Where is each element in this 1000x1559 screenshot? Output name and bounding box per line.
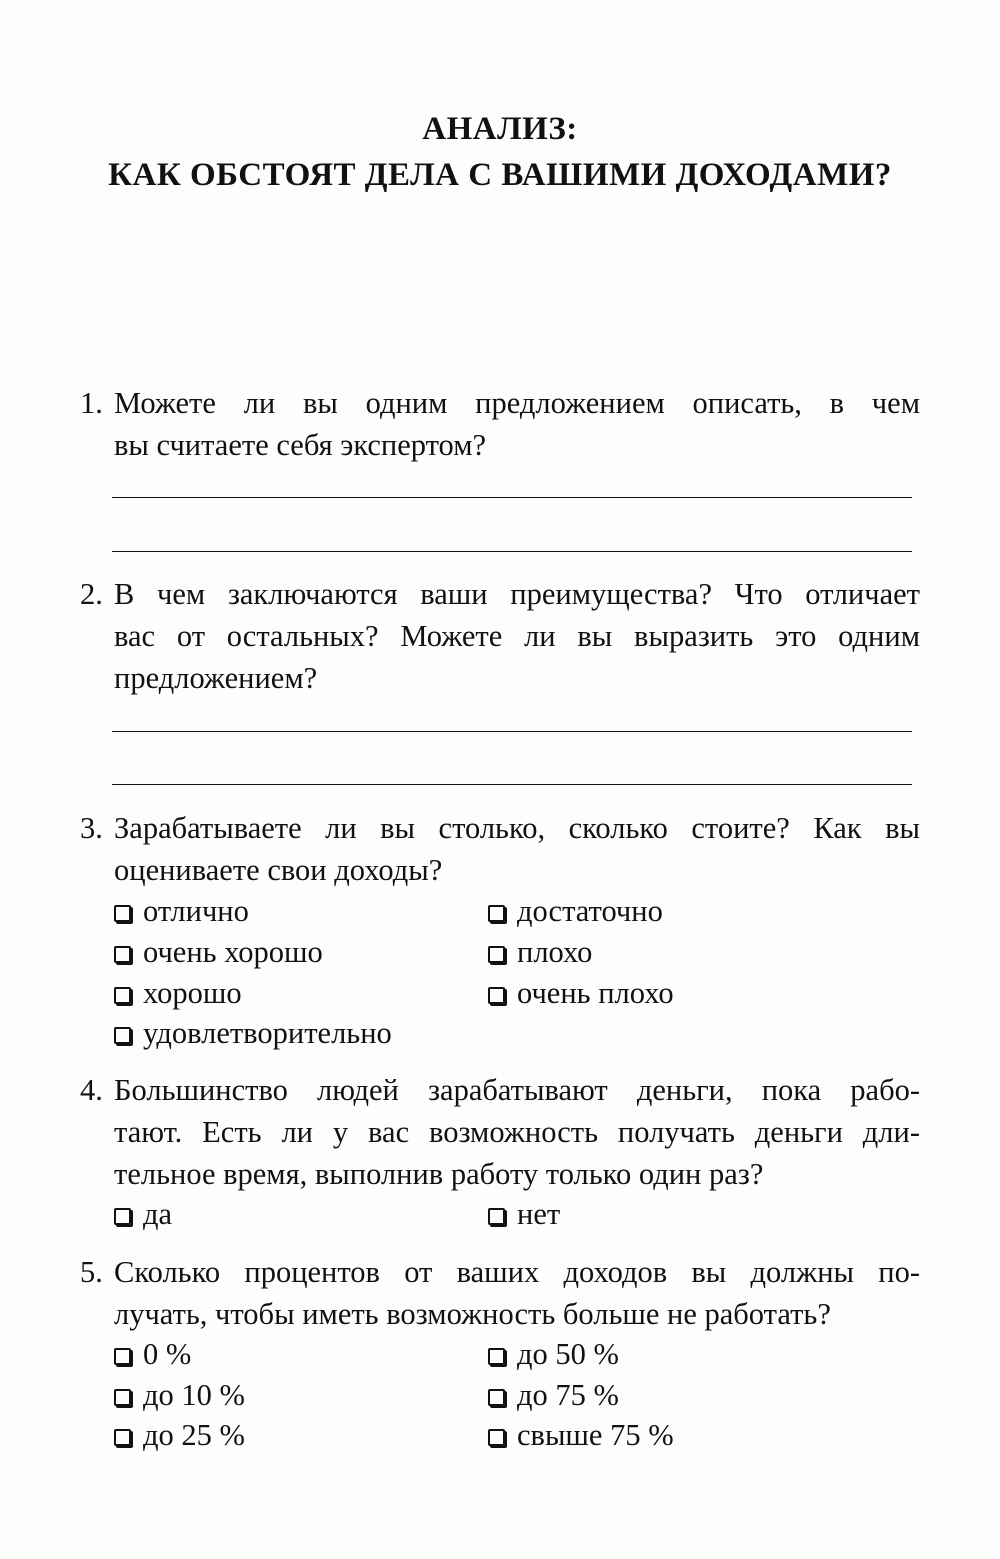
question-number: 3. (80, 811, 103, 845)
question-line: лучать, чтобы иметь возможность больше не работать? (114, 1297, 831, 1331)
option-label: очень хорошо (143, 935, 323, 969)
option-no[interactable] (488, 1194, 560, 1235)
checkbox-icon[interactable] (114, 946, 131, 963)
checkbox-icon[interactable] (114, 1389, 131, 1406)
option-label: свыше 75 % (517, 1418, 674, 1452)
checkbox-icon[interactable] (114, 987, 131, 1004)
title-line-2: КАК ОБСТОЯТ ДЕЛА С ВАШИМИ ДОХОДАМИ? (108, 157, 892, 193)
answer-line[interactable] (112, 551, 912, 552)
option-label: нет (517, 1197, 561, 1231)
option-over-75-percent[interactable] (488, 1415, 674, 1456)
option-yes[interactable] (114, 1194, 172, 1235)
title-line-1: АНАЛИЗ: (422, 111, 578, 147)
question-number: 1. (80, 386, 103, 420)
option-very-bad[interactable] (488, 973, 674, 1014)
question-line: Зарабатываете ли вы столько, сколько стоите? Как вы (114, 811, 920, 845)
answer-line[interactable] (112, 497, 912, 498)
question-line: тают. Есть ли у вас возможность получать деньги дли- (114, 1115, 920, 1149)
option-satisfactory[interactable] (114, 1013, 392, 1054)
question-text (114, 573, 920, 699)
option-label: до 10 % (143, 1378, 245, 1412)
option-up-to-10-percent[interactable] (114, 1375, 245, 1416)
question-number: 4. (80, 1073, 103, 1107)
option-very-good[interactable] (114, 932, 323, 973)
question-line: тельное время, выполнив работу только один раз? (114, 1157, 764, 1191)
checkbox-icon[interactable] (114, 1429, 131, 1446)
checkbox-icon[interactable] (488, 1208, 505, 1225)
question-4 (80, 1069, 920, 1195)
checkbox-icon[interactable] (488, 987, 505, 1004)
option-label: очень плохо (517, 976, 674, 1010)
question-text (114, 382, 920, 466)
checkbox-icon[interactable] (488, 1389, 505, 1406)
question-line: В чем заключаются ваши преимущества? Что отличает (114, 577, 920, 611)
option-good[interactable] (114, 973, 242, 1014)
question-number: 5. (80, 1255, 103, 1289)
question-line: вы считаете себя экспертом? (114, 428, 487, 462)
option-label: хорошо (143, 976, 242, 1010)
checkbox-icon[interactable] (488, 1429, 505, 1446)
question-line: Большинство людей зарабатывают деньги, пока рабо- (114, 1073, 920, 1107)
question-1 (80, 382, 920, 466)
option-label: да (143, 1197, 173, 1231)
checkbox-icon[interactable] (114, 1208, 131, 1225)
question-line: предложением? (114, 661, 318, 695)
option-label: удовлетворительно (143, 1016, 392, 1050)
option-label: до 75 % (517, 1378, 619, 1412)
question-line: оцениваете свои доходы? (114, 853, 443, 887)
answer-line[interactable] (112, 784, 912, 785)
question-5 (80, 1251, 920, 1335)
question-line: Можете ли вы одним предложением описать, в чем (114, 386, 920, 420)
question-text (114, 1069, 920, 1195)
checkbox-icon[interactable] (114, 1348, 131, 1365)
option-up-to-75-percent[interactable] (488, 1375, 619, 1416)
option-label: отлично (143, 894, 249, 928)
option-up-to-50-percent[interactable] (488, 1334, 619, 1375)
question-number: 2. (80, 577, 103, 611)
checkbox-icon[interactable] (488, 1348, 505, 1365)
question-line: Сколько процентов от ваших доходов вы должны по- (114, 1255, 920, 1289)
question-line: вас от остальных? Можете ли вы выразить это одним (114, 619, 920, 653)
option-up-to-25-percent[interactable] (114, 1415, 245, 1456)
question-3 (80, 807, 920, 891)
answer-line[interactable] (112, 731, 912, 732)
option-label: достаточно (517, 894, 663, 928)
option-bad[interactable] (488, 932, 592, 973)
option-label: плохо (517, 935, 593, 969)
option-excellent[interactable] (114, 891, 249, 932)
option-0-percent[interactable] (114, 1334, 191, 1375)
question-text (114, 1251, 920, 1335)
checkbox-icon[interactable] (488, 905, 505, 922)
option-label: 0 % (143, 1337, 192, 1371)
option-label: до 50 % (517, 1337, 619, 1371)
question-2 (80, 573, 920, 699)
option-label: до 25 % (143, 1418, 245, 1452)
checkbox-icon[interactable] (488, 946, 505, 963)
question-text (114, 807, 920, 891)
checkbox-icon[interactable] (114, 905, 131, 922)
checkbox-icon[interactable] (114, 1027, 131, 1044)
option-sufficient[interactable] (488, 891, 663, 932)
